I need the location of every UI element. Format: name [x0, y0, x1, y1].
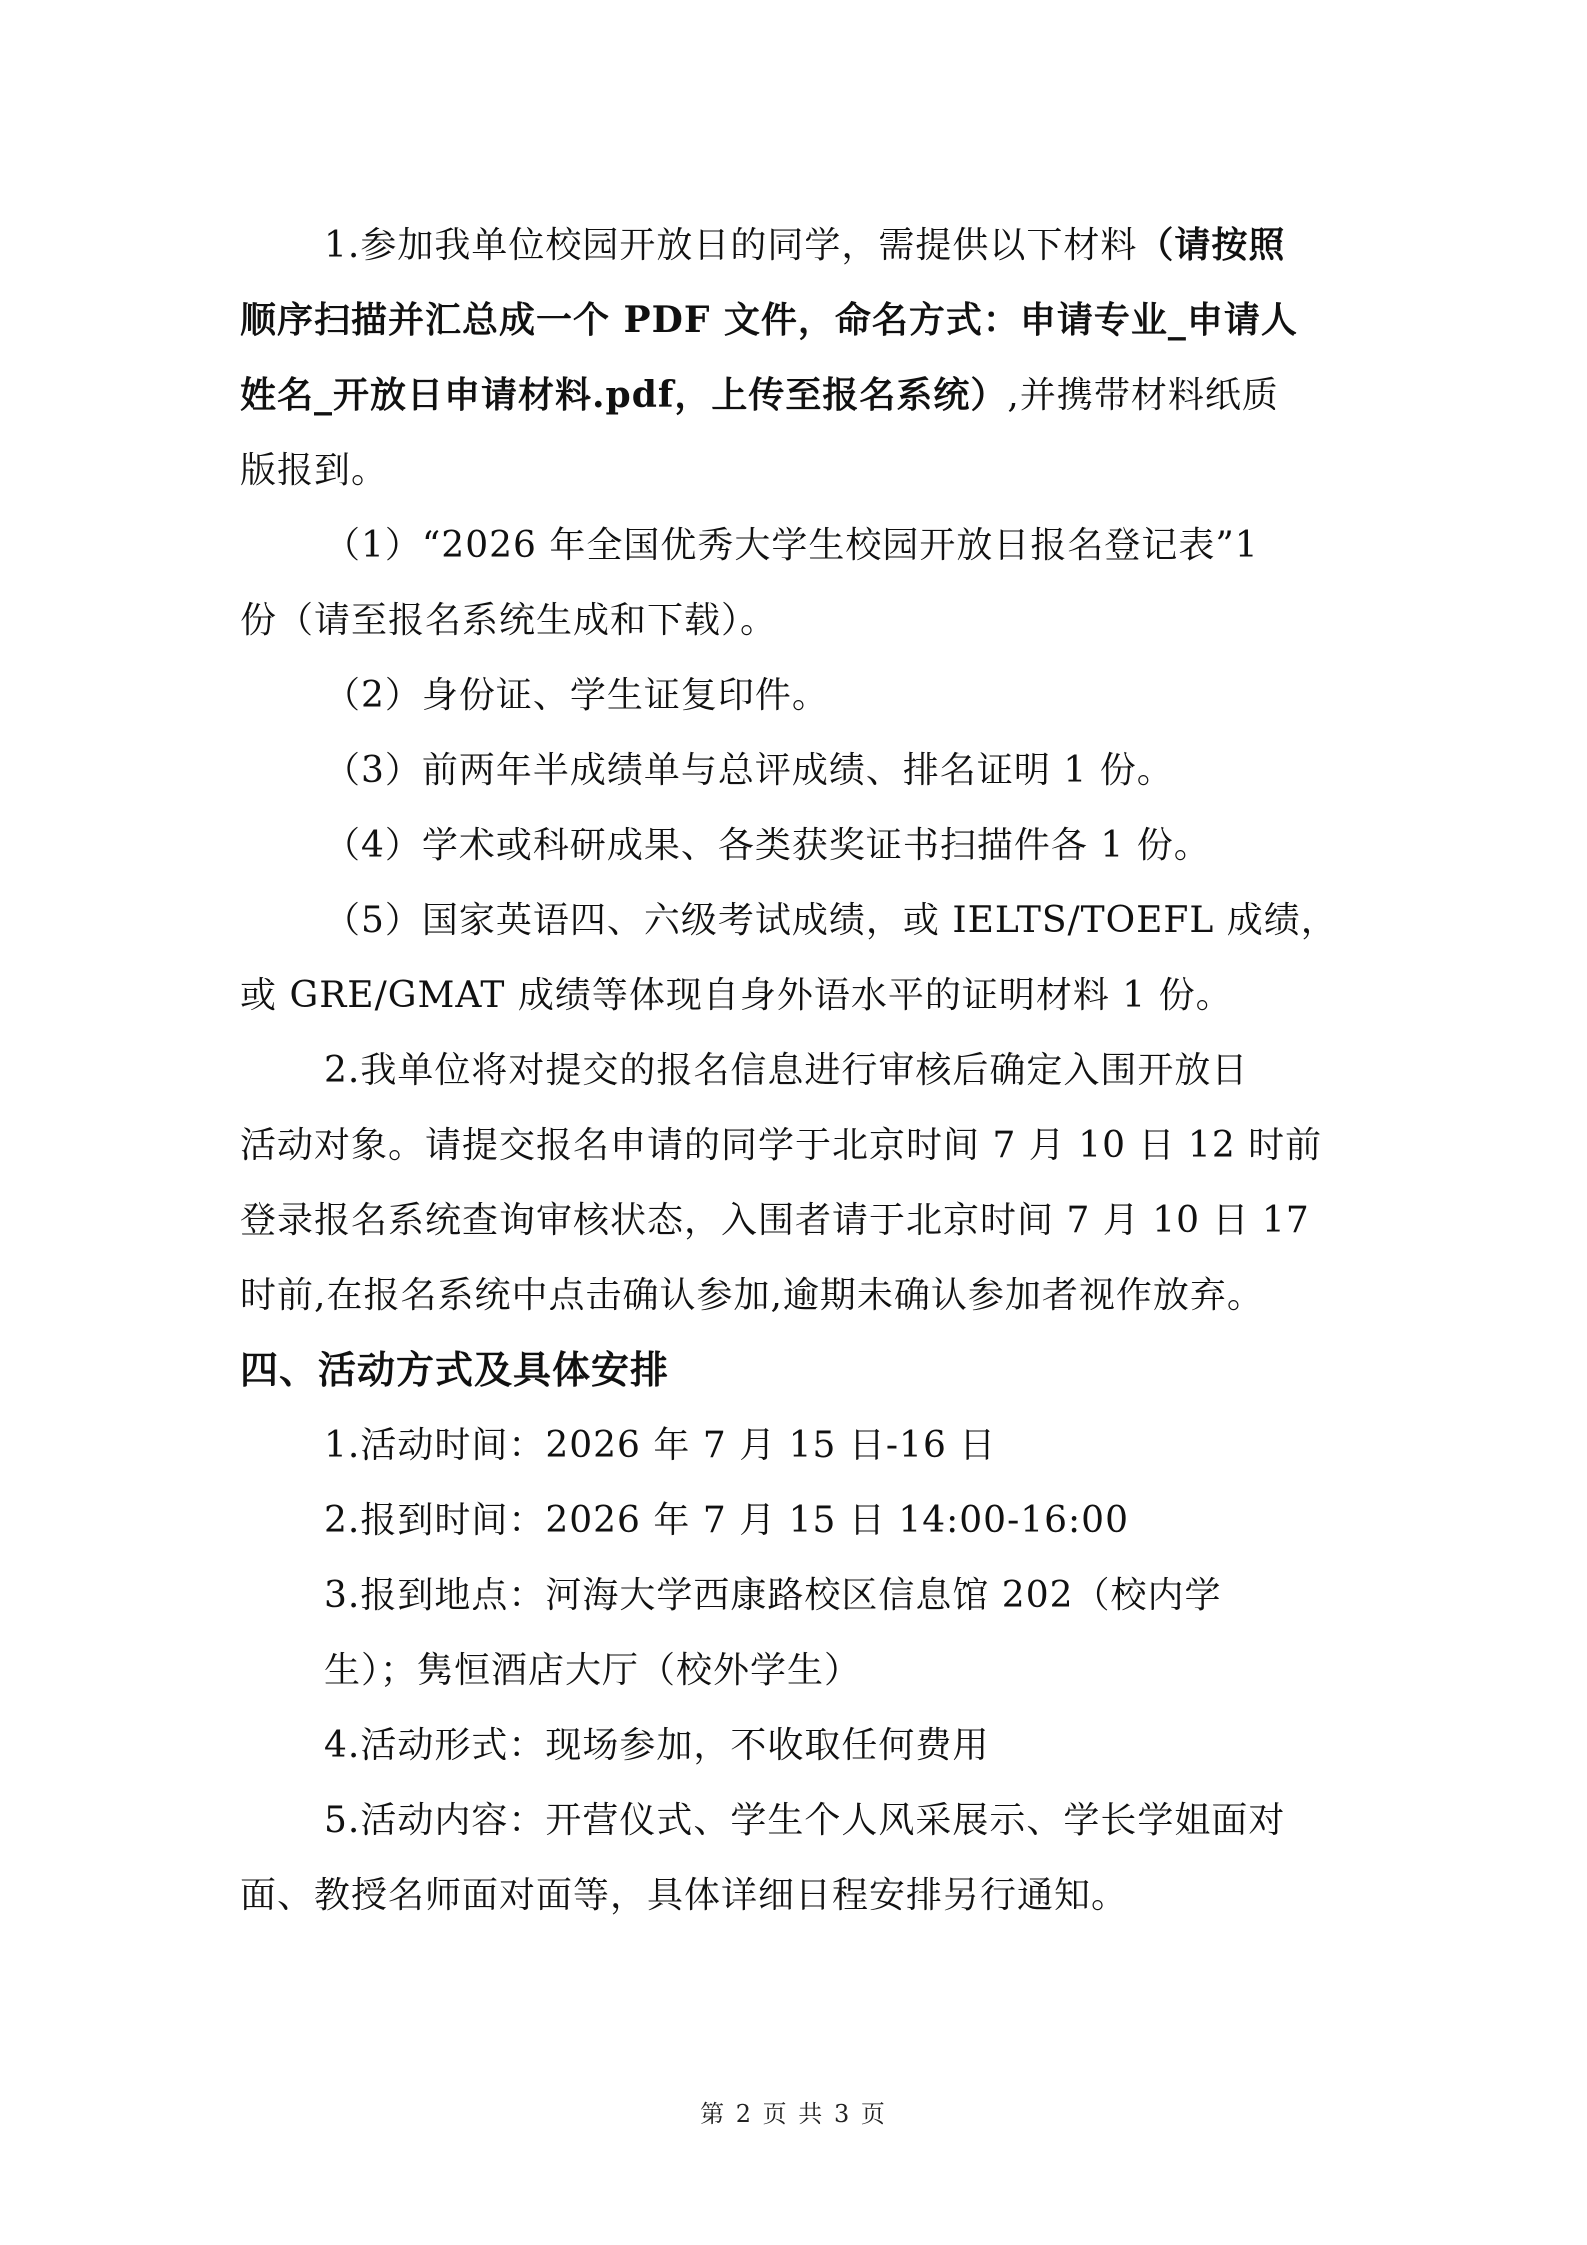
- arrangement-content-line1: 5.活动内容：开营仪式、学生个人风采展示、学长学姐面对: [324, 1800, 1286, 1841]
- sub2-line: （2）身份证、学生证复印件。: [324, 675, 829, 716]
- item2-line4: 时前,在报名系统中点击确认参加,逾期未确认参加者视作放弃。: [240, 1275, 1264, 1316]
- arrangement-time: 1.活动时间：2026 年 7 月 15 日-16 日: [324, 1425, 997, 1466]
- item1-text: 1.参加我单位校园开放日的同学，需提供以下材料: [324, 225, 1138, 266]
- item1-line2: 顺序扫描并汇总成一个 PDF 文件，命名方式：申请专业_申请人: [240, 299, 1298, 341]
- item1-text: ,并携带材料纸质: [1007, 375, 1279, 416]
- sub3-line: （3）前两年半成绩单与总评成绩、排名证明 1 份。: [324, 750, 1174, 791]
- sub1-line1: （1）“2026 年全国优秀大学生校园开放日报名登记表”1: [324, 525, 1259, 566]
- arrangement-location-line2: 生）；隽恒酒店大厅（校外学生）: [324, 1650, 862, 1691]
- item2-line3: 登录报名系统查询审核状态，入围者请于北京时间 7 月 10 日 17: [240, 1200, 1310, 1241]
- item1-line4: 版报到。: [240, 450, 389, 491]
- section4-heading: 四、活动方式及具体安排: [240, 1348, 670, 1392]
- item2-line1: 2.我单位将对提交的报名信息进行审核后确定入围开放日: [324, 1050, 1249, 1091]
- page-number-footer: 第 2 页 共 3 页: [700, 2100, 887, 2128]
- arrangement-checkin-time: 2.报到时间：2026 年 7 月 15 日 14:00-16:00: [324, 1500, 1129, 1541]
- sub4-line: （4）学术或科研成果、各类获奖证书扫描件各 1 份。: [324, 825, 1211, 866]
- arrangement-content-line2: 面、教授名师面对面等，具体详细日程安排另行通知。: [240, 1875, 1129, 1916]
- sub5-line2: 或 GRE/GMAT 成绩等体现自身外语水平的证明材料 1 份。: [240, 975, 1233, 1016]
- item1-line3: [240, 358, 1360, 433]
- sub1-line2: 份（请至报名系统生成和下载）。: [240, 600, 778, 641]
- arrangement-format: 4.活动形式：现场参加，不收取任何费用: [324, 1725, 990, 1766]
- arrangement-location-line1: 3.报到地点：河海大学西康路校区信息馆 202（校内学: [324, 1575, 1222, 1616]
- item2-line2: 活动对象。请提交报名申请的同学于北京时间 7 月 10 日 12 时前: [240, 1125, 1323, 1166]
- document-body: [240, 208, 1360, 1933]
- item1-bold-text: 姓名_开放日申请材料.pdf，上传至报名系统）: [240, 374, 1008, 416]
- item1-bold-text: （请按照: [1137, 224, 1286, 266]
- sub5-line1: （5）国家英语四、六级考试成绩，或 IELTS/TOEFL 成绩，: [324, 900, 1338, 941]
- item1-line1: [240, 208, 1360, 283]
